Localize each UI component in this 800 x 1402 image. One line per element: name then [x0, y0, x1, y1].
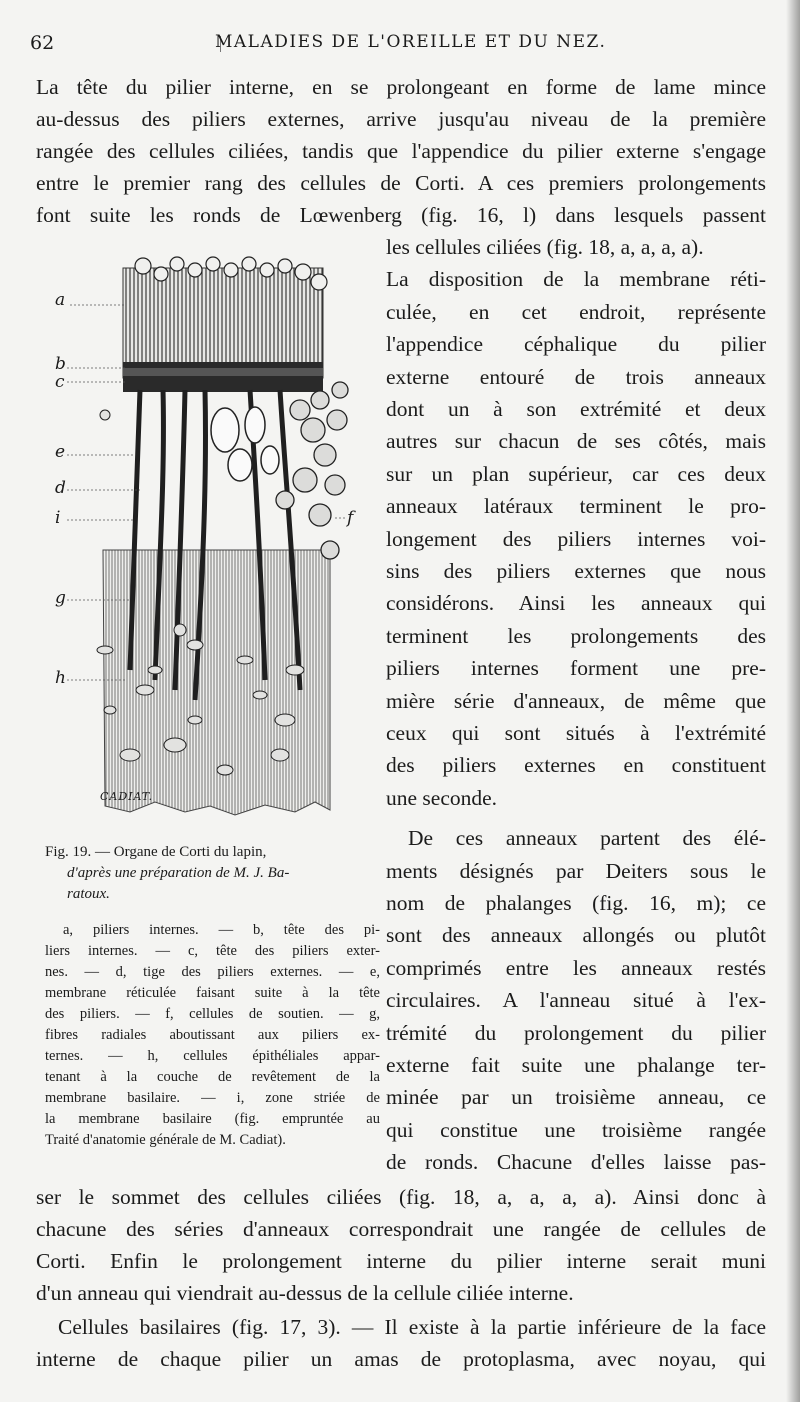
figure-caption	[45, 842, 380, 905]
text-line: au-dessus des piliers externes, arrive jusqu'au niveau de la première	[36, 107, 766, 131]
text-line: circulaires. A l'anneau situé à l'ex-	[386, 988, 766, 1012]
text-line: mière série d'anneaux, de même que	[386, 689, 766, 713]
page-edge-shadow	[786, 0, 800, 1402]
text-line: les cellules ciliées (fig. 18, a, a, a, a).	[386, 235, 704, 259]
figure-label-c: c	[55, 372, 65, 392]
text-line: anneaux latéraux terminent le pro-	[386, 494, 766, 518]
running-title: MALADIES DE L'OREILLE ET DU NEZ.	[215, 32, 607, 52]
legend-line: liers internes. — c, tête des piliers exter-	[45, 943, 380, 959]
figure-label-b: b	[55, 354, 66, 374]
text-line: interne de chaque pilier un amas de protoplasma, avec noyau, qui	[36, 1347, 766, 1371]
text-line: rangée des cellules ciliées, tandis que l'appendice du pilier externe s'engage	[36, 139, 766, 163]
caption-line: d'après une préparation de M. J. Ba-	[67, 865, 290, 881]
caption-line: Fig. 19. — Organe de Corti du lapin,	[45, 844, 267, 860]
text-line: externe fait suite une phalange ter-	[386, 1053, 766, 1077]
text-line: Cellules basilaires (fig. 17, 3). — Il existe à la partie inférieure de la face	[58, 1315, 766, 1339]
text-line: sins des piliers externes que nous	[386, 559, 766, 583]
text-line: qui constitue une troisième rangée	[386, 1118, 766, 1142]
legend-line: Traité d'anatomie générale de M. Cadiat).	[45, 1132, 286, 1148]
legend-line: a, piliers internes. — b, tête des pi-	[63, 922, 380, 938]
text-line: La tête du pilier interne, en se prolongeant en forme de lame mince	[36, 75, 766, 99]
text-line: Corti. Enfin le prolongement interne du pilier interne serait muni	[36, 1249, 766, 1273]
text-line: piliers internes forment une pre-	[386, 656, 766, 680]
legend-line: des piliers. — f, cellules de soutien. — g,	[45, 1006, 380, 1022]
legend-line: tenant à la couche de revêtement de la	[45, 1069, 380, 1085]
legend-line: membrane basilaire. — i, zone striée de	[45, 1090, 380, 1106]
text-line: une seconde.	[386, 786, 498, 810]
text-line: nom de phalanges (fig. 16, m); ce	[386, 891, 766, 915]
corti-organ-drawing	[45, 250, 375, 830]
figure-illustration	[45, 250, 375, 830]
text-line: considérons. Ainsi les anneaux qui	[386, 591, 766, 615]
text-line: l'appendice céphalique du pilier	[386, 332, 766, 356]
figure-legend	[45, 920, 380, 1151]
figure-label-g: g	[55, 588, 66, 608]
page-header	[30, 28, 770, 56]
caption-line: ratoux.	[67, 886, 110, 902]
text-line: des piliers externes en constituent	[386, 753, 766, 777]
text-line: De ces anneaux partent des élé-	[408, 826, 766, 850]
text-line: ceux qui sont situés à l'extrémité	[386, 721, 766, 745]
text-line: terminent les prolongements des	[386, 624, 766, 648]
page-number: 62	[30, 32, 55, 54]
text-line: font suite les ronds de Lœwenberg (fig. 16, l) dans lesquels passent	[36, 203, 766, 227]
text-line: ments désignés par Deiters sous le	[386, 859, 766, 883]
text-line: La disposition de la membrane réti-	[386, 267, 766, 291]
text-line: d'un anneau qui viendrait au-dessus de la cellule ciliée interne.	[36, 1281, 574, 1305]
legend-line: nes. — d, tige des piliers externes. — e,	[45, 964, 380, 980]
text-line: chacune des séries d'anneaux correspondrait une rangée de cellules de	[36, 1217, 766, 1241]
text-line: sur un plan supérieur, car ces deux	[386, 462, 766, 486]
legend-line: ternes. — h, cellules épithéliales appar-	[45, 1048, 380, 1064]
text-line: entre le premier rang des cellules de Corti. A ces premiers prolongements	[36, 171, 766, 195]
legend-line: fibres radiales aboutissant aux piliers ex-	[45, 1027, 380, 1043]
text-line: dont un à son extrémité et deux	[386, 397, 766, 421]
text-line: sont des anneaux allongés ou plutôt	[386, 923, 766, 947]
text-line: comprimés entre les anneaux restés	[386, 956, 766, 980]
legend-line: la membrane basilaire (fig. empruntée au	[45, 1111, 380, 1127]
text-line: culée, en cet endroit, représente	[386, 300, 766, 324]
legend-line: membrane réticulée faisant suite à la tête	[45, 985, 380, 1001]
text-line: trémité du prolongement du pilier	[386, 1021, 766, 1045]
figure-label-i: i	[55, 508, 61, 528]
text-line: de ronds. Chacune d'elles laisse pas-	[386, 1150, 766, 1174]
figure-label-d: d	[55, 478, 66, 498]
figure-label-a: a	[55, 290, 66, 310]
text-line: longement des piliers internes voi-	[386, 527, 766, 551]
text-line: ser le sommet des cellules ciliées (fig. 18, a, a, a, a). Ainsi donc à	[36, 1185, 766, 1209]
figure-label-h: h	[55, 668, 66, 688]
figure-label-e: e	[55, 442, 66, 462]
text-line: minée par un troisième anneau, ce	[386, 1085, 766, 1109]
text-line: externe entouré de trois anneaux	[386, 365, 766, 389]
figure-signature: CADIAT.	[100, 790, 154, 803]
text-line: autres sur chacun de ses côtés, mais	[386, 429, 766, 453]
figure-label-f: f	[347, 508, 354, 528]
